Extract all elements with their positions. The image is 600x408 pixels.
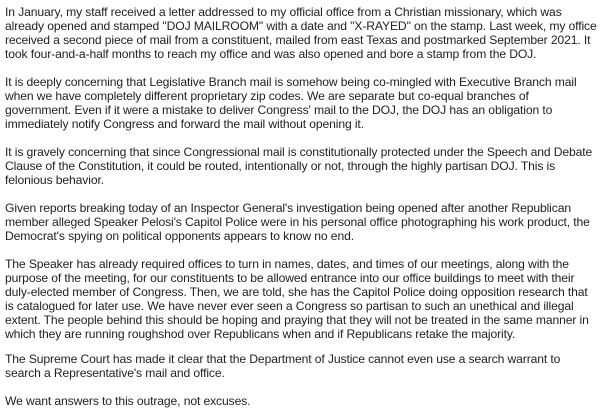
statement-document xyxy=(5,5,597,408)
paragraph-supreme-court: The Supreme Court has made it clear that the Department of Justice cannot even use a search warrant to search a Representative's mail and office. xyxy=(5,352,561,380)
paragraph-closing: We want answers to this outrage, not excuses. xyxy=(5,394,251,408)
paragraph-speech-debate-clause: It is gravely concerning that since Congressional mail is constitutionally protected under the Speech and Debate Clause of the Constitution, it could be routed, intentionally or not, through the highly partisan DOJ. This is felonious behavior. xyxy=(5,145,593,187)
paragraph-inspector-general: Given reports breaking today of an Inspector General's investigation being opened after another Republican member alleged Speaker Pelosi's Capitol Police were in his personal office photographing his work product, the Democrat's spying on political opponents appears to know no end. xyxy=(5,201,590,243)
paragraph-branch-mail-concern: It is deeply concerning that Legislative Branch mail is somehow being co-mingled with Executive Branch mail when we have completely different proprietary zip codes. We are separate but co-equal branches of government. Even if it were a mistake to deliver Congress' mail to the DOJ, the DOJ has an obligation to immediately notify Congress and forward the mail without opening it. xyxy=(5,75,577,131)
paragraph-speaker-requirements: The Speaker has already required offices to turn in names, dates, and times of our meetings, along with the purpose of the meeting, for our constituents to be allowed entrance into our office buildings to meet with their duly-elected member of Congress. Then, we are told, she has the Capitol Police doing opposition research that is catalogued for later use. We have never ever seen a Congress so partisan to such an unethical and illegal extent. The people behind this should be hoping and praying that they will not be treated in the same manner in which they are running roughshod over Republicans when and if Republicans retake the majority. xyxy=(5,257,589,341)
paragraph-doj-mailroom-letter: In January, my staff received a letter addressed to my official office from a Christian missionary, which was already opened and stamped "DOJ MAILROOM" with a date and "X-RAYED" on the stamp. Last week, my office received a second piece of mail from a constituent, mailed from east Texas and postmarked September 2021. It took four-and-a-half months to reach my office and was also opened and bore a stamp from the DOJ. xyxy=(5,5,597,61)
